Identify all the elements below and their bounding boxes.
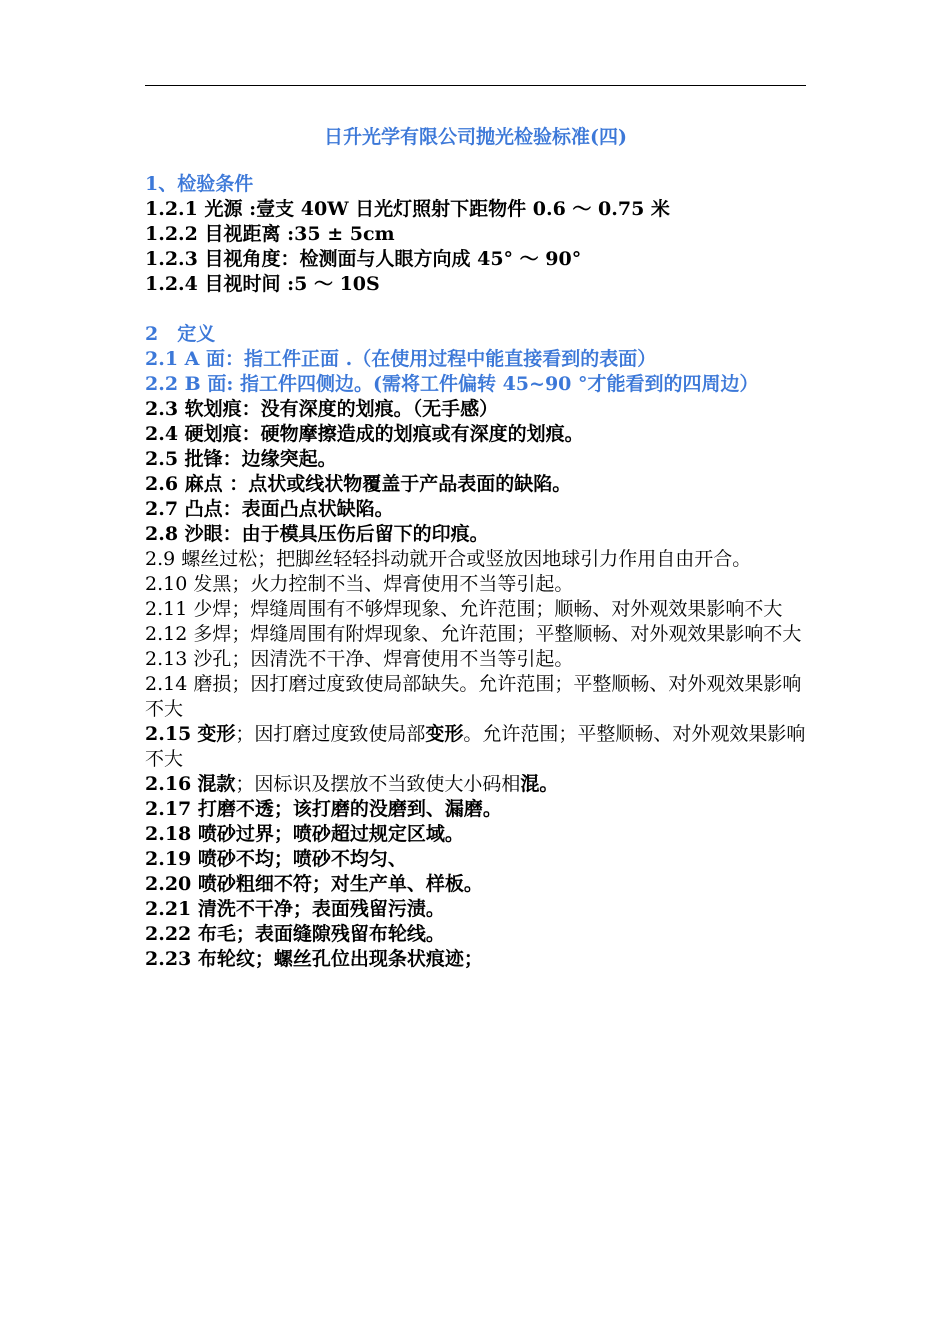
definition-2-15-term: 变形 [197, 723, 236, 745]
definition-2-21: 2.21 清洗不干净；表面残留污渍。 [145, 898, 445, 920]
condition-1-2-4: 1.2.4 目视时间 :5 ～ 10S [145, 273, 380, 295]
definition-2-10: 2.10 发黑；火力控制不当、焊膏使用不当等引起。 [145, 573, 574, 595]
definition-2-19: 2.19 喷砂不均；喷砂不均匀、 [145, 848, 407, 870]
definition-2-9: 2.9 螺丝过松；把脚丝轻轻抖动就开合或竖放因地球引力作用自由开合。 [145, 548, 752, 570]
definition-2-12: 2.12 多焊；焊缝周围有附焊现象、允许范围；平整顺畅、对外观效果影响不大 [145, 623, 802, 645]
definition-2-15-term2: 变形 [425, 723, 464, 745]
definition-2-16-num: 2.16 [145, 773, 192, 795]
definition-2-8: 2.8 沙眼：由于模具压伤后留下的印痕。 [145, 523, 489, 545]
definition-2-15-num: 2.15 [145, 723, 192, 745]
definition-2-3: 2.3 软划痕：没有深度的划痕。（无手感） [145, 398, 499, 420]
definition-2-15-sep: ；因打磨过度致使局部 [235, 723, 426, 745]
definition-2-16 [145, 772, 806, 797]
section-1-heading: 1、检验条件 [145, 173, 254, 195]
definition-2-17: 2.17 打磨不透；该打磨的没磨到、漏磨。 [145, 798, 502, 820]
section-2-heading: 2 定义 [145, 323, 216, 345]
document-body [145, 172, 806, 972]
definition-2-6: 2.6 麻点 ：点状或线状物覆盖于产品表面的缺陷。 [145, 473, 572, 495]
definition-2-23: 2.23 布轮纹；螺丝孔位出现条状痕迹； [145, 948, 483, 970]
definition-2-13: 2.13 沙孔；因清洗不干净、焊膏使用不当等引起。 [145, 648, 574, 670]
definition-2-15 [145, 722, 806, 772]
definition-2-1: 2.1 A 面：指工件正面 .（在使用过程中能直接看到的表面） [145, 348, 657, 370]
definition-2-2: 2.2 B 面: 指工件四侧边。(需将工件偏转 45~90 °才能看到的四周边） [145, 373, 759, 395]
definition-2-5: 2.5 批锋：边缘突起。 [145, 448, 337, 470]
condition-1-2-3: 1.2.3 目视角度：检测面与人眼方向成 45° ～ 90° [145, 248, 582, 270]
definition-2-18: 2.18 喷砂过界；喷砂超过规定区域。 [145, 823, 464, 845]
page-title: 日升光学有限公司抛光检验标准(四) [324, 126, 627, 148]
definition-2-16-term2: 混 [520, 773, 540, 795]
section-gap [145, 297, 806, 322]
header-rule [145, 85, 806, 86]
definition-2-20: 2.20 喷砂粗细不符；对生产单、样板。 [145, 873, 483, 895]
definition-2-4: 2.4 硬划痕：硬物摩擦造成的划痕或有深度的划痕。 [145, 423, 584, 445]
definition-2-15-rest: 。允许范围；平整顺畅、对外观效果影响不大 [145, 723, 806, 770]
definition-2-16-end: 。 [539, 773, 559, 795]
definition-2-22: 2.22 布毛；表面缝隙残留布轮线。 [145, 923, 445, 945]
condition-1-2-1: 1.2.1 光源 :壹支 40W 日光灯照射下距物件 0.6 ～ 0.75 米 [145, 198, 670, 220]
definition-2-11: 2.11 少焊；焊缝周围有不够焊现象、允许范围；顺畅、对外观效果影响不大 [145, 598, 783, 620]
definition-2-16-term: 混款 [197, 773, 236, 795]
condition-1-2-2: 1.2.2 目视距离 :35 ± 5cm [145, 223, 395, 245]
definition-2-14: 2.14 磨损；因打磨过度致使局部缺失。允许范围；平整顺畅、对外观效果影响不大 [145, 673, 802, 720]
definition-2-16-rest: ；因标识及摆放不当致使大小码相 [235, 773, 521, 795]
definition-2-7: 2.7 凸点：表面凸点状缺陷。 [145, 498, 394, 520]
